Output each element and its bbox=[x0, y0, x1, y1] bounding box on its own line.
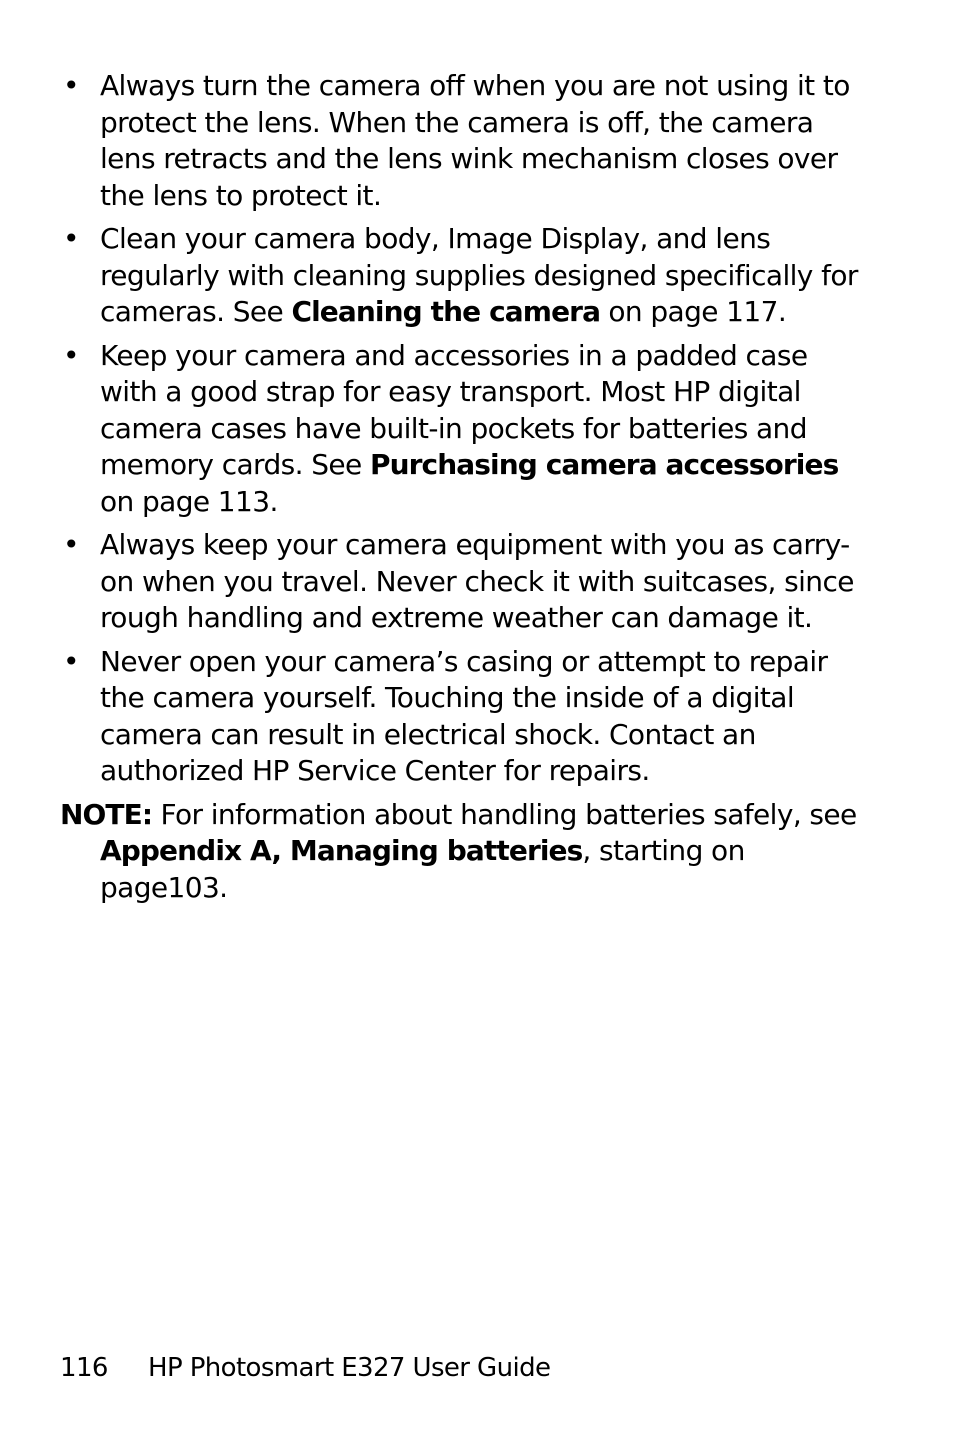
bullet-glyph: • bbox=[63, 69, 79, 102]
bullet-glyph: • bbox=[63, 222, 79, 255]
page-number: 116 bbox=[60, 1353, 108, 1383]
care-tips-list bbox=[60, 68, 860, 790]
list-item-text-tail: on page 113. bbox=[100, 484, 278, 518]
list-item-text: Never open your camera’s casing or attempt to repair the camera yourself. Touching the inside of a digital camera can result in electrical shock. Contact an authorized HP Service Center for repairs. bbox=[100, 644, 828, 787]
cross-reference-accessories[interactable]: Purchasing camera accessories bbox=[369, 448, 839, 481]
document-title: HP Photosmart E327 User Guide bbox=[148, 1353, 551, 1383]
page-content bbox=[60, 68, 860, 906]
cross-reference-cleaning[interactable]: Cleaning the camera bbox=[291, 295, 601, 328]
list-item-text: Always turn the camera off when you are not using it to protect the lens. When the camera is off, the camera lens retracts and the lens wink mechanism closes over the lens to protect it. bbox=[100, 69, 850, 212]
list-item bbox=[60, 527, 860, 637]
note-label: NOTE: bbox=[60, 797, 153, 831]
note-block bbox=[60, 797, 860, 907]
list-item bbox=[60, 338, 860, 521]
list-item-text: Keep your camera and accessories in a padded case with a good strap for easy transport. Most HP digital camera cases have built-in pockets for batteries and memory cards. See bbox=[100, 338, 808, 481]
note-text-tail: , starting on page103. bbox=[100, 834, 745, 904]
list-item bbox=[60, 68, 860, 214]
note-text: For information about handling batteries safely, see bbox=[152, 797, 857, 831]
bullet-glyph: • bbox=[63, 338, 79, 372]
list-item-text: Clean your camera body, Image Display, and lens regularly with cleaning supplies designed specifically for cameras. See bbox=[100, 222, 858, 328]
bullet-glyph: • bbox=[63, 644, 79, 678]
bullet-glyph: • bbox=[63, 528, 79, 561]
list-item-text: Always keep your camera equipment with you as carry-on when you travel. Never check it with suitcases, since rough handling and extreme weather can damage it. bbox=[100, 528, 854, 634]
cross-reference-appendix[interactable]: Appendix A, Managing batteries bbox=[100, 834, 583, 867]
page-footer bbox=[60, 1352, 550, 1384]
list-item bbox=[60, 644, 860, 790]
list-item bbox=[60, 221, 860, 331]
list-item-text-tail: on page 117. bbox=[600, 295, 787, 328]
